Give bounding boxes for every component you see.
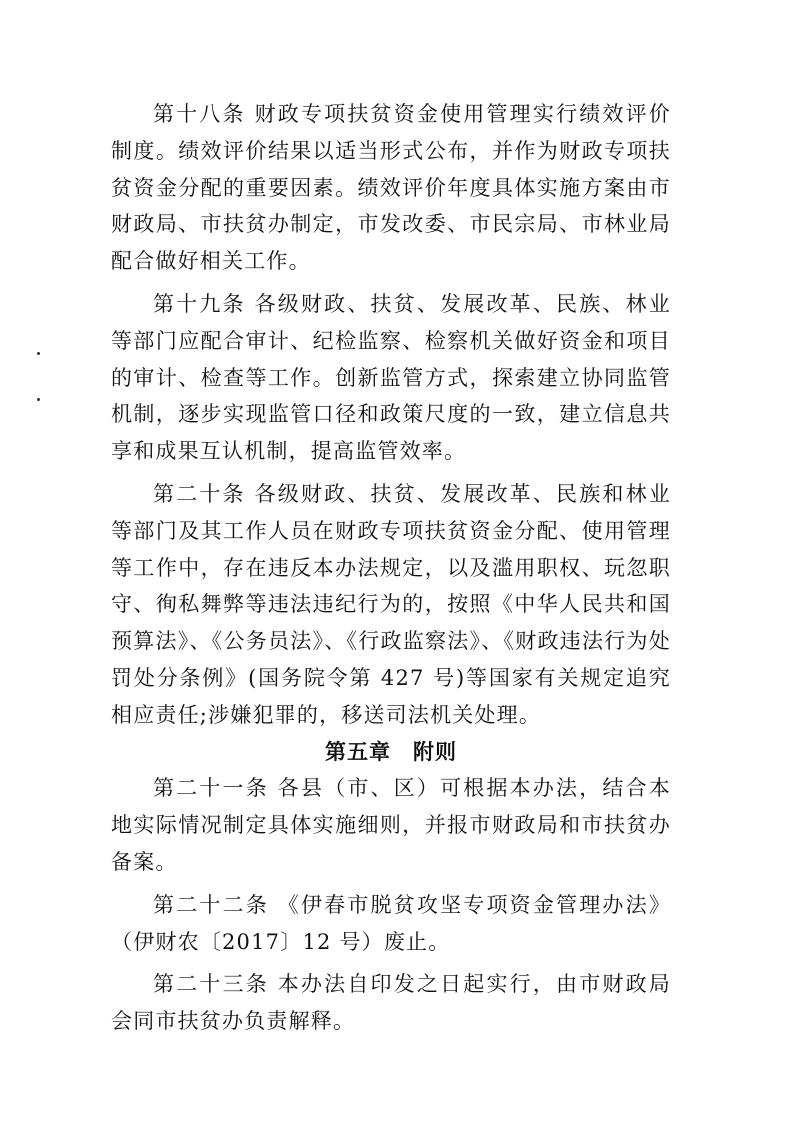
article-20-paragraph: 第二十条 各级财政、扶贫、发展改革、民族和林业等部门及其工作人员在财政专项扶贫资金分配、使用管理等工作中，存在违反本办法规定，以及滥用职权、玩忽职守、徇私舞弊等违法违纪行为的，按照《中华人民共和国预算法》、《公务员法》、《行政监察法》、《财政违法行为处罚处分条例》(国务院令第 427 号)等国家有关规定追究相应责任;涉嫌犯罪的，移送司法机关处理。	[111, 481, 671, 727]
margin-mark	[37, 398, 40, 401]
article-23-paragraph: 第二十三条 本办法自印发之日起实行，由市财政局会同市扶贫办负责解释。	[111, 972, 671, 1034]
article-22-paragraph: 第二十二条 《伊春市脱贫攻坚专项资金管理办法》（伊财农〔2017〕12 号）废止。	[111, 892, 671, 954]
document-body	[111, 96, 671, 1040]
chapter-heading: 第五章 附则	[325, 739, 457, 764]
margin-mark	[37, 352, 40, 355]
article-19-paragraph: 第十九条 各级财政、扶贫、发展改革、民族、林业等部门应配合审计、纪检监察、检察机关做好资金和项目的审计、检查等工作。创新监管方式，探索建立协同监管机制，逐步实现监管口径和政策尺度的一致，建立信息共享和成果互认机制，提高监管效率。	[111, 291, 671, 464]
article-18-paragraph: 第十八条 财政专项扶贫资金使用管理实行绩效评价制度。绩效评价结果以适当形式公布，并作为财政专项扶贫资金分配的重要因素。绩效评价年度具体实施方案由市财政局、市扶贫办制定，市发改委、市民宗局、市林业局配合做好相关工作。	[111, 102, 671, 274]
article-21-paragraph: 第二十一条 各县（市、区）可根据本办法，结合本地实际情况制定具体实施细则，并报市财政局和市扶贫办备案。	[111, 776, 671, 874]
